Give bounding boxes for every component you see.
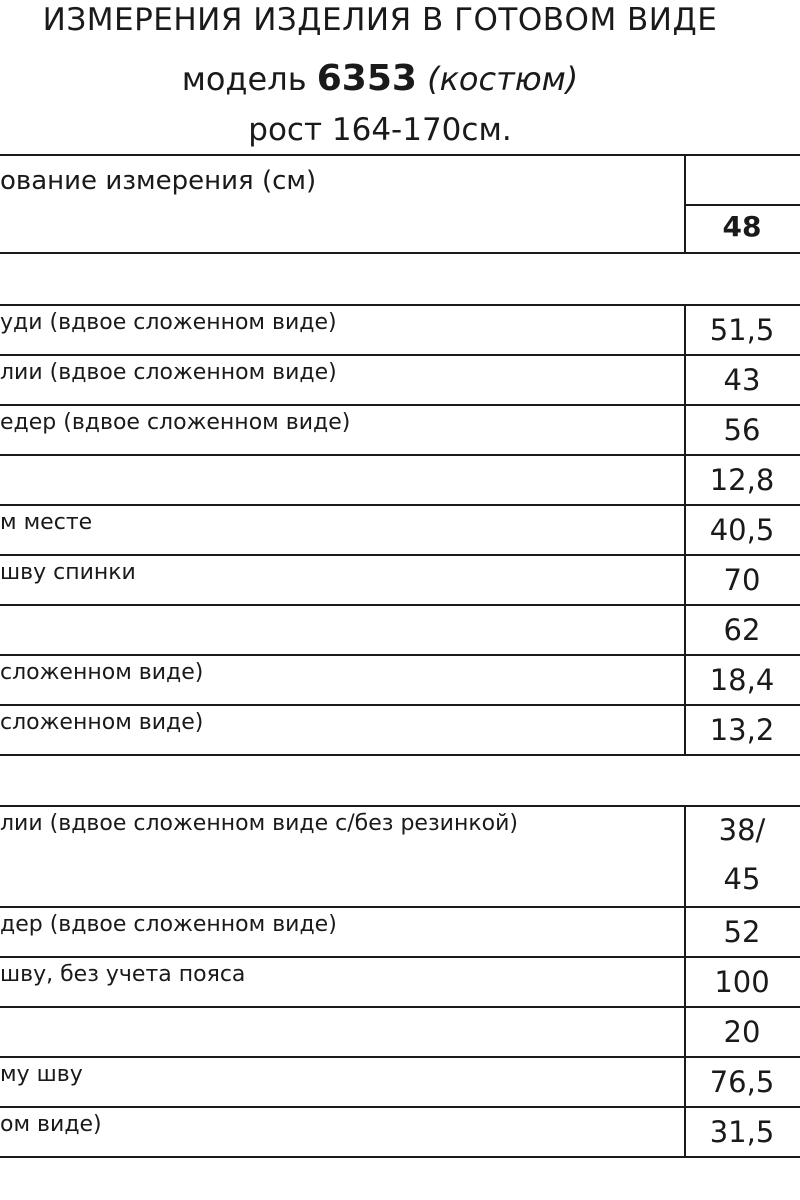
table-row (0, 704, 800, 754)
header-top-border (0, 154, 800, 156)
measurement-value: 51,5 (709, 313, 775, 347)
measurement-value: 70 (723, 563, 761, 597)
size-header-divider (684, 204, 800, 206)
measurement-label: дер (вдвое сложенном виде) (0, 912, 337, 937)
measurement-value: 13,2 (709, 713, 775, 747)
header-bottom-border (0, 252, 800, 254)
measurement-label: м месте (0, 510, 93, 535)
measurement-label: лии (вдвое сложенном виде) (0, 360, 337, 385)
table-row (0, 604, 800, 654)
measurement-label: едер (вдвое сложенном виде) (0, 410, 351, 435)
model-number: 6353 (316, 58, 417, 99)
table-row (0, 404, 800, 454)
value-column-divider (684, 304, 686, 756)
table-row (0, 906, 800, 956)
model-prefix: модель (181, 60, 307, 98)
table-row (0, 1056, 800, 1106)
measurement-value: 38/ (718, 813, 766, 847)
table-row (0, 504, 800, 554)
measurement-value: 76,5 (709, 1065, 775, 1099)
measurement-value: 100 (714, 965, 770, 999)
measurement-label: сложенном виде) (0, 660, 204, 685)
measurement-label: му шву (0, 1062, 83, 1087)
table-row (0, 354, 800, 404)
table-row (0, 805, 800, 906)
row-border (0, 1156, 800, 1158)
table-row (0, 554, 800, 604)
measurement-value: 62 (723, 613, 761, 647)
measurement-value: 43 (723, 363, 761, 397)
measurement-value: 18,4 (709, 663, 775, 697)
table-row (0, 1006, 800, 1056)
measurement-value: 52 (723, 915, 761, 949)
measurement-label: сложенном виде) (0, 710, 204, 735)
measurement-label: шву, без учета пояса (0, 962, 246, 987)
measurement-label: лии (вдвое сложенном виде с/без резинкой) (0, 811, 518, 836)
table-row (0, 1106, 800, 1156)
measurement-label: шву спинки (0, 560, 136, 585)
measurement-value: 56 (723, 413, 761, 447)
height-range: рост 164-170см. (248, 112, 512, 148)
measurement-value-secondary: 45 (723, 861, 761, 896)
measurement-label: уди (вдвое сложенном виде) (0, 310, 337, 335)
measurement-value: 12,8 (709, 463, 775, 497)
measurement-label: ом виде) (0, 1112, 102, 1137)
model-line (0, 58, 760, 99)
model-type: (костюм) (427, 60, 579, 98)
value-column-divider (684, 805, 686, 1158)
sheet-title: ИЗМЕРЕНИЯ ИЗДЕЛИЯ В ГОТОВОМ ВИДЕ (42, 2, 718, 38)
row-border (0, 754, 800, 756)
table-row (0, 454, 800, 504)
measurement-value: 31,5 (709, 1115, 775, 1149)
table-row (0, 956, 800, 1006)
table-row (0, 304, 800, 354)
table-row (0, 654, 800, 704)
measurement-value: 20 (723, 1015, 761, 1049)
measurement-name-header: ование измерения (см) (0, 166, 317, 196)
measurement-value: 40,5 (709, 513, 775, 547)
size-header: 48 (722, 210, 762, 243)
